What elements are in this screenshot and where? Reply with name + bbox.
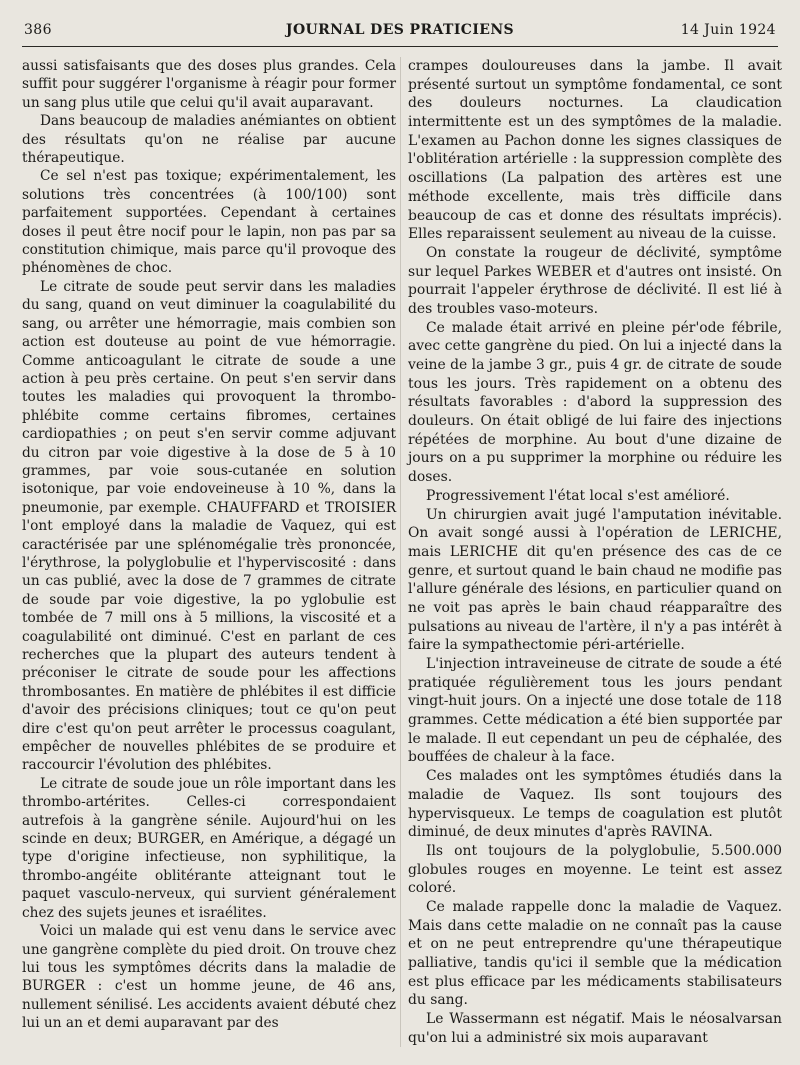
paragraph: Le citrate de soude joue un rôle important dans les thrombo-artérites. Celles-ci correspondaient autrefois à la gangrène sénile. Aujourd'hui on les scinde en deux; BURGER, en Amérique, a dégagé un type d'origine infectieuse, non syphilitique, la thrombo-angéite oblitérante atteignant tout le paquet vasculo-nerveux, qui survient généralement chez des sujets jeunes et israélites. [22,775,396,921]
paragraph: On constate la rougeur de déclivité, symptôme sur lequel Parkes WEBER et d'autres ont insisté. On pourrait l'appeler érythrose de déclivité. Il est lié à des troubles vaso-moteurs. [408,244,782,317]
right-column [408,57,782,1047]
left-column [22,57,396,1033]
paragraph: Le Wassermann est négatif. Mais le néosalvarsan qu'on lui a administré six mois auparavant [408,1011,782,1046]
paragraph: Voici un malade qui est venu dans le service avec une gangrène complète du pied droit. On trouve chez lui tous les symptômes décrits dans la maladie de BURGER : c'est un homme jeune, de 46 ans, nullement sénilisé. Les accidents avaient débuté chez lui un an et demi auparavant par des [22,923,396,1032]
paragraph: Dans beaucoup de maladies anémiantes on obtient des résultats qu'on ne réalise par aucune thérapeutique. [22,113,396,167]
paragraph: Progressivement l'état local s'est amélioré. [426,487,730,504]
paragraph: crampes douloureuses dans la jambe. Il avait présenté surtout un symptôme fondamental, ce sont des douleurs nocturnes. La claudication intermittente est un des symptômes de la maladie. L'examen au Pachon donne les signes classiques de l'oblitération artérielle : la suppression complète des oscillations (La palpation des artères est une méthode excellente, mais très difficile dans beaucoup de cas et donne des résultats imprécis). Elles reparaissent seulement au niveau de la cuisse. [408,58,782,243]
issue-date: 14 Juin 1924 [680,22,776,38]
column-divider [400,57,401,1047]
paragraph: L'injection intraveineuse de citrate de soude a été pratiquée régulièrement tous les jours pendant vingt-huit jours. On a injecté une dose totale de 118 grammes. Cette médication a été bien supportée par le malade. Il eut cependant un peu de céphalée, des bouffées de chaleur à la face. [408,656,782,766]
paragraph: Un chirurgien avait jugé l'amputation inévitable. On avait songé aussi à l'opération de LERICHE, mais LERICHE dit qu'en présence des cas de ce genre, et surtout quand le bain chaud ne modifie pas l'allure générale des lésions, en particulier quand on ne voit pas après le bain chaud réapparaître des pulsations au niveau de l'artère, il n'y a pas intérêt à faire la sympathectomie péri-artérielle. [408,506,782,654]
paragraph: Le citrate de soude peut servir dans les maladies du sang, quand on veut diminuer la coagulabilité du sang, ou arrêter une hémorragie, mais combien son action est douteuse au point de vue hémorragie. Comme anticoagulant le citrate de soude a une action à peu près certaine. On peut s'en servir dans toutes les maladies qui provoquent la thrombo-phlébite comme certains fibromes, certaines cardiopathies ; on peut s'en servir comme adjuvant du citron par voie digestive à la dose de 5 à 10 grammes, par voie sous-cutanée en solution isotonique, par voie endoveineuse à 10 %, dans la pneumonie, par exemple. CHAUFFARD et TROISIER l'ont employé dans la maladie de Vaquez, qui est caractérisée par une splénomégalie très prononcée, l'érythrose, la polyglobulie et l'hyperviscosité : dans un cas publié, avec la dose de 7 grammes de citrate de soude par voie digestive, la po yglobulie est tombée de 7 mill ons à 5 millions, la viscosité et a coagulabilité ont diminué. C'est en parlant de ces recherches que la plupart des auteurs tendent à préconiser le citrate de soude pour les affections thrombosantes. En matière de phlébites il est difficie d'avoir des précisions cliniques; tout ce qu'on peut dire c'est qu'on peut arrêter le processus coagulant, empêcher de nouvelles phlébites de se produire et raccourcir l'évolution des phlébites. [22,278,396,774]
paragraph: aussi satisfaisants que des doses plus grandes. Cela suffit pour suggérer l'organisme à réagir pour former un sang plus utile que celui qu'il avait auparavant. [22,58,396,111]
paragraph: Ce malade était arrivé en pleine pér'ode fébrile, avec cette gangrène du pied. On lui a injecté dans la veine de la jambe 3 gr., puis 4 gr. de citrate de soude tous les jours. Très rapidement on a obtenu des résultats favorables : d'abord la suppression des douleurs. On était obligé de lui faire des injections répétées de morphine. Au bout d'une dizaine de jours on a pu supprimer la morphine ou réduire les doses. [408,319,783,486]
paragraph: Ils ont toujours de la polyglobulie, 5.500.000 globules rouges en moyenne. Le teint est assez coloré. [408,842,782,897]
paragraph: Ces malades ont les symptômes étudiés dans la maladie de Vaquez. Ils sont toujours des hypervisqueux. Le temps de coagulation est plutôt diminué, de deux minutes d'après RAVINA. [408,768,782,841]
paragraph: Ce sel n'est pas toxique; expérimentalement, les solutions très concentrées (à 100/100) sont parfaitement supportées. Cependant à certaines doses il peut être nocif pour le lapin, non pas par sa constitution chimique, mais parce qu'il provoque des phénomènes de choc. [22,168,396,277]
page-number: 386 [24,22,52,38]
page-header [22,20,778,47]
paragraph: Ce malade rappelle donc la maladie de Vaquez. Mais dans cette maladie on ne connaît pas la cause et on ne peut entreprendre qu'une thérapeutique palliative, tandis qu'ici il semble que la médication est plus efficace par les médicaments stabilisateurs du sang. [408,898,782,1009]
journal-title: JOURNAL DES PRATICIENS [285,22,515,38]
